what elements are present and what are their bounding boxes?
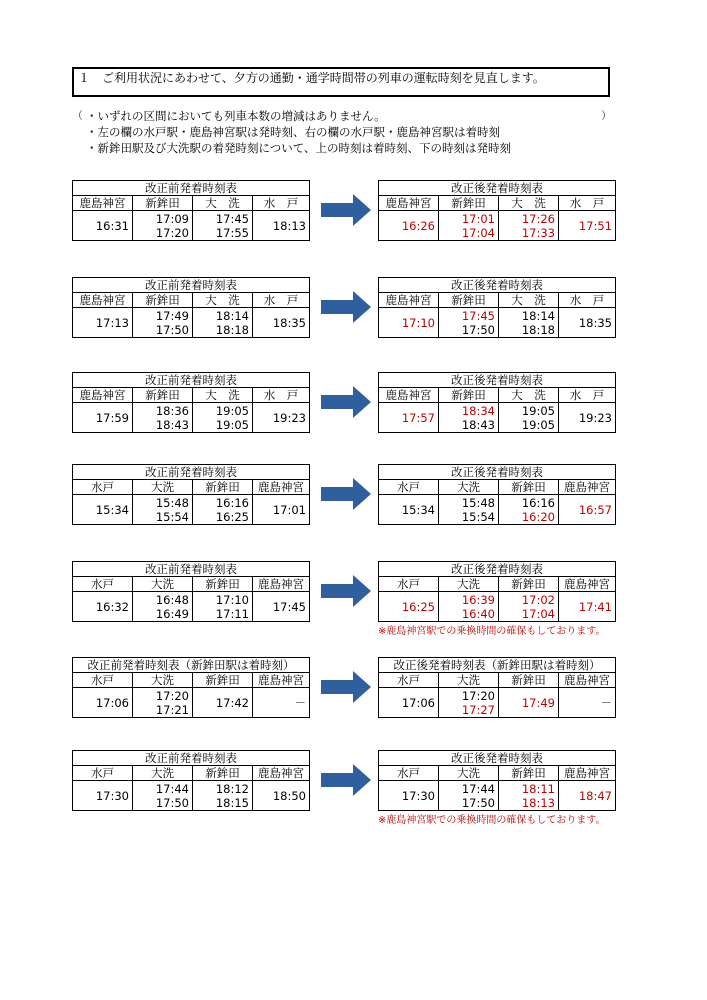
station-header: 新鉾田 [193,577,253,592]
arrival-departure-cell [439,688,499,718]
station-header: 新鉾田 [439,388,499,403]
timetable-title: 改正後発着時刻表 [379,465,616,480]
station-header: 大 洗 [499,196,559,211]
arrival-departure-cell [499,495,559,525]
time-cell: 17:49 [499,688,559,718]
station-header: 新鉾田 [499,577,559,592]
time-cell: 17:06 [73,688,133,718]
before-timetable [72,180,310,241]
time-cell: 17:06 [379,688,439,718]
time-cell: 17:51 [559,211,616,241]
timetable-title: 改正前発着時刻表 [73,751,310,766]
arrival-departure-cell [193,592,253,622]
arrival-time: 17:49 [155,308,189,323]
station-header: 水戸 [379,480,439,495]
arrival-time: 17:45 [461,308,495,323]
arrival-time: 17:44 [155,781,189,796]
station-header: 新鉾田 [439,196,499,211]
departure-time: 17:04 [461,225,495,240]
departure-time: 17:27 [461,702,495,717]
arrival-time: 17:45 [215,211,249,226]
arrival-departure-cell [193,781,253,811]
arrival-departure-cell [499,592,559,622]
station-header: 鹿島神宮 [253,673,310,688]
before-timetable [72,277,310,338]
station-header: 大 洗 [193,388,253,403]
time-cell: 17:01 [253,495,310,525]
timetable-title: 改正前発着時刻表（新鉾田駅は着時刻） [73,658,310,673]
arrival-time: 17:26 [521,211,555,226]
arrival-departure-cell [133,592,193,622]
station-header: 大洗 [439,766,499,781]
time-cell: 16:25 [379,592,439,622]
right-arrow-icon [321,386,371,418]
departure-time: 17:33 [521,225,555,240]
departure-time: 19:05 [521,417,555,432]
station-header: 水 戸 [253,293,310,308]
right-arrow-icon [321,478,371,510]
arrival-time: 15:48 [461,495,495,510]
before-timetable [72,750,310,811]
departure-time: 17:21 [155,702,189,717]
departure-time: 18:18 [521,322,555,337]
arrival-time: 19:05 [521,403,555,418]
time-cell: 17:13 [73,308,133,338]
station-header: 大 洗 [193,196,253,211]
station-header: 鹿島神宮 [559,766,616,781]
before-timetable [72,657,310,718]
station-header: 新鉾田 [439,293,499,308]
station-header: 鹿島神宮 [559,577,616,592]
time-cell: 17:30 [73,781,133,811]
timetable-title: 改正前発着時刻表 [73,562,310,577]
time-cell: 18:50 [253,781,310,811]
arrival-time: 18:12 [215,781,249,796]
timetable-title: 改正後発着時刻表 [379,181,616,196]
before-timetable [72,561,310,622]
departure-time: 17:50 [155,322,189,337]
time-cell: 17:10 [379,308,439,338]
time-cell: － [559,688,616,718]
after-timetable [378,561,616,622]
arrival-departure-cell [133,403,193,433]
arrival-departure-cell [439,403,499,433]
station-header: 水戸 [73,766,133,781]
arrival-departure-cell [439,211,499,241]
departure-time: 18:18 [215,322,249,337]
station-header: 新鉾田 [133,388,193,403]
after-timetable [378,372,616,433]
time-cell: 16:32 [73,592,133,622]
station-header: 大洗 [133,577,193,592]
station-header: 大洗 [439,673,499,688]
transfer-note: ※鹿島神宮駅での乗換時間の確保もしております。 [378,626,606,637]
arrival-time: 17:44 [461,781,495,796]
timetable-title: 改正前発着時刻表 [73,465,310,480]
arrival-time: 17:20 [461,688,495,703]
timetable-title: 改正後発着時刻表 [379,373,616,388]
departure-time: 17:55 [215,225,249,240]
after-timetable [378,750,616,811]
right-arrow-icon [321,194,371,226]
station-header: 水 戸 [559,388,616,403]
time-cell: 17:41 [559,592,616,622]
arrival-departure-cell [133,308,193,338]
arrival-departure-cell [499,781,559,811]
departure-time: 17:20 [155,225,189,240]
station-header: 大洗 [439,577,499,592]
notes-close-paren: ） [601,109,612,122]
station-header: 水戸 [379,577,439,592]
time-cell: 19:23 [253,403,310,433]
arrival-departure-cell [499,403,559,433]
right-arrow-icon [321,575,371,607]
note-item: ・新鉾田駅及び大洗駅の着発時刻について、上の時刻は着時刻、下の時刻は発時刻 [86,141,512,155]
station-header: 鹿島神宮 [379,388,439,403]
departure-time: 15:54 [461,509,495,524]
notes-list [72,108,612,156]
arrival-time: 17:20 [155,688,189,703]
station-header: 鹿島神宮 [253,766,310,781]
arrival-departure-cell [133,211,193,241]
time-cell: 18:13 [253,211,310,241]
arrival-departure-cell [133,688,193,718]
station-header: 鹿島神宮 [253,480,310,495]
arrival-departure-cell [439,308,499,338]
departure-time: 19:05 [215,417,249,432]
departure-time: 16:40 [461,606,495,621]
arrival-time: 15:48 [155,495,189,510]
departure-time: 18:43 [461,417,495,432]
station-header: 鹿島神宮 [379,293,439,308]
arrival-time: 19:05 [215,403,249,418]
departure-time: 16:49 [155,606,189,621]
timetable-title: 改正後発着時刻表（新鉾田駅は着時刻） [379,658,616,673]
time-cell: 18:35 [559,308,616,338]
time-cell: 15:34 [73,495,133,525]
timetable-title: 改正後発着時刻表 [379,562,616,577]
arrival-departure-cell [133,495,193,525]
time-cell: 19:23 [559,403,616,433]
arrival-time: 18:11 [521,781,555,796]
station-header: 鹿島神宮 [73,388,133,403]
station-header: 水 戸 [253,388,310,403]
before-timetable [72,464,310,525]
station-header: 新鉾田 [133,196,193,211]
station-header: 水戸 [379,673,439,688]
station-header: 鹿島神宮 [559,480,616,495]
time-cell: 18:35 [253,308,310,338]
arrival-time: 16:39 [461,592,495,607]
station-header: 大 洗 [499,388,559,403]
arrival-departure-cell [499,308,559,338]
departure-time: 17:50 [461,795,495,810]
departure-time: 17:11 [215,606,249,621]
station-header: 鹿島神宮 [73,196,133,211]
arrival-departure-cell [439,495,499,525]
timetable-title: 改正前発着時刻表 [73,373,310,388]
arrival-departure-cell [193,495,253,525]
arrival-time: 18:14 [215,308,249,323]
time-cell: 16:57 [559,495,616,525]
station-header: 大洗 [133,673,193,688]
notes-section [72,108,612,158]
station-header: 水戸 [73,577,133,592]
station-header: 新鉾田 [499,673,559,688]
station-header: 新鉾田 [193,480,253,495]
after-timetable [378,277,616,338]
station-header: 水戸 [73,480,133,495]
departure-time: 18:13 [521,795,555,810]
time-cell: 15:34 [379,495,439,525]
time-cell: 17:59 [73,403,133,433]
station-header: 大 洗 [499,293,559,308]
arrival-time: 17:01 [461,211,495,226]
right-arrow-icon [321,764,371,796]
time-cell: 16:31 [73,211,133,241]
departure-time: 16:25 [215,509,249,524]
arrival-departure-cell [193,211,253,241]
station-header: 新鉾田 [499,480,559,495]
timetable-title: 改正前発着時刻表 [73,181,310,196]
page-heading: １ ご利用状況にあわせて、夕方の通勤・通学時間帯の列車の運転時刻を見直します。 [72,67,610,97]
note-item: ・左の欄の水戸駅・鹿島神宮駅は発時刻、右の欄の水戸駅・鹿島神宮駅は着時刻 [86,125,500,139]
timetable-title: 改正前発着時刻表 [73,278,310,293]
notes-open-paren: （ [72,109,83,122]
station-header: 新鉾田 [193,766,253,781]
arrival-departure-cell [193,403,253,433]
station-header: 水 戸 [559,293,616,308]
station-header: 大洗 [439,480,499,495]
arrival-time: 16:48 [155,592,189,607]
station-header: 大 洗 [193,293,253,308]
time-cell: 17:42 [193,688,253,718]
right-arrow-icon [321,291,371,323]
arrival-time: 17:10 [215,592,249,607]
time-cell: 18:47 [559,781,616,811]
departure-time: 18:43 [155,417,189,432]
arrival-time: 17:02 [521,592,555,607]
station-header: 鹿島神宮 [253,577,310,592]
timetable-title: 改正後発着時刻表 [379,751,616,766]
time-cell: 17:30 [379,781,439,811]
arrival-departure-cell [439,592,499,622]
timetable-title: 改正後発着時刻表 [379,278,616,293]
station-header: 鹿島神宮 [379,196,439,211]
transfer-note: ※鹿島神宮駅での乗換時間の確保もしております。 [378,815,606,826]
before-timetable [72,372,310,433]
departure-time: 15:54 [155,509,189,524]
arrival-departure-cell [499,211,559,241]
after-timetable [378,464,616,525]
arrival-departure-cell [439,781,499,811]
time-cell: － [253,688,310,718]
arrival-departure-cell [193,308,253,338]
station-header: 鹿島神宮 [73,293,133,308]
after-timetable [378,657,616,718]
right-arrow-icon [321,671,371,703]
time-cell: 17:45 [253,592,310,622]
departure-time: 17:04 [521,606,555,621]
station-header: 水 戸 [559,196,616,211]
station-header: 新鉾田 [499,766,559,781]
departure-time: 17:50 [461,322,495,337]
time-cell: 16:26 [379,211,439,241]
station-header: 新鉾田 [193,673,253,688]
departure-time: 18:15 [215,795,249,810]
note-item: ・いずれの区間においても列車本数の増減はありません。 [86,109,386,123]
arrival-time: 16:16 [215,495,249,510]
departure-time: 17:50 [155,795,189,810]
departure-time: 16:20 [521,509,555,524]
arrival-time: 18:36 [155,403,189,418]
arrival-departure-cell [133,781,193,811]
station-header: 水戸 [379,766,439,781]
station-header: 大洗 [133,766,193,781]
station-header: 大洗 [133,480,193,495]
arrival-time: 18:34 [461,403,495,418]
time-cell: 17:57 [379,403,439,433]
after-timetable [378,180,616,241]
station-header: 鹿島神宮 [559,673,616,688]
station-header: 新鉾田 [133,293,193,308]
station-header: 水 戸 [253,196,310,211]
station-header: 水戸 [73,673,133,688]
arrival-time: 18:14 [521,308,555,323]
arrival-time: 16:16 [521,495,555,510]
arrival-time: 17:09 [155,211,189,226]
